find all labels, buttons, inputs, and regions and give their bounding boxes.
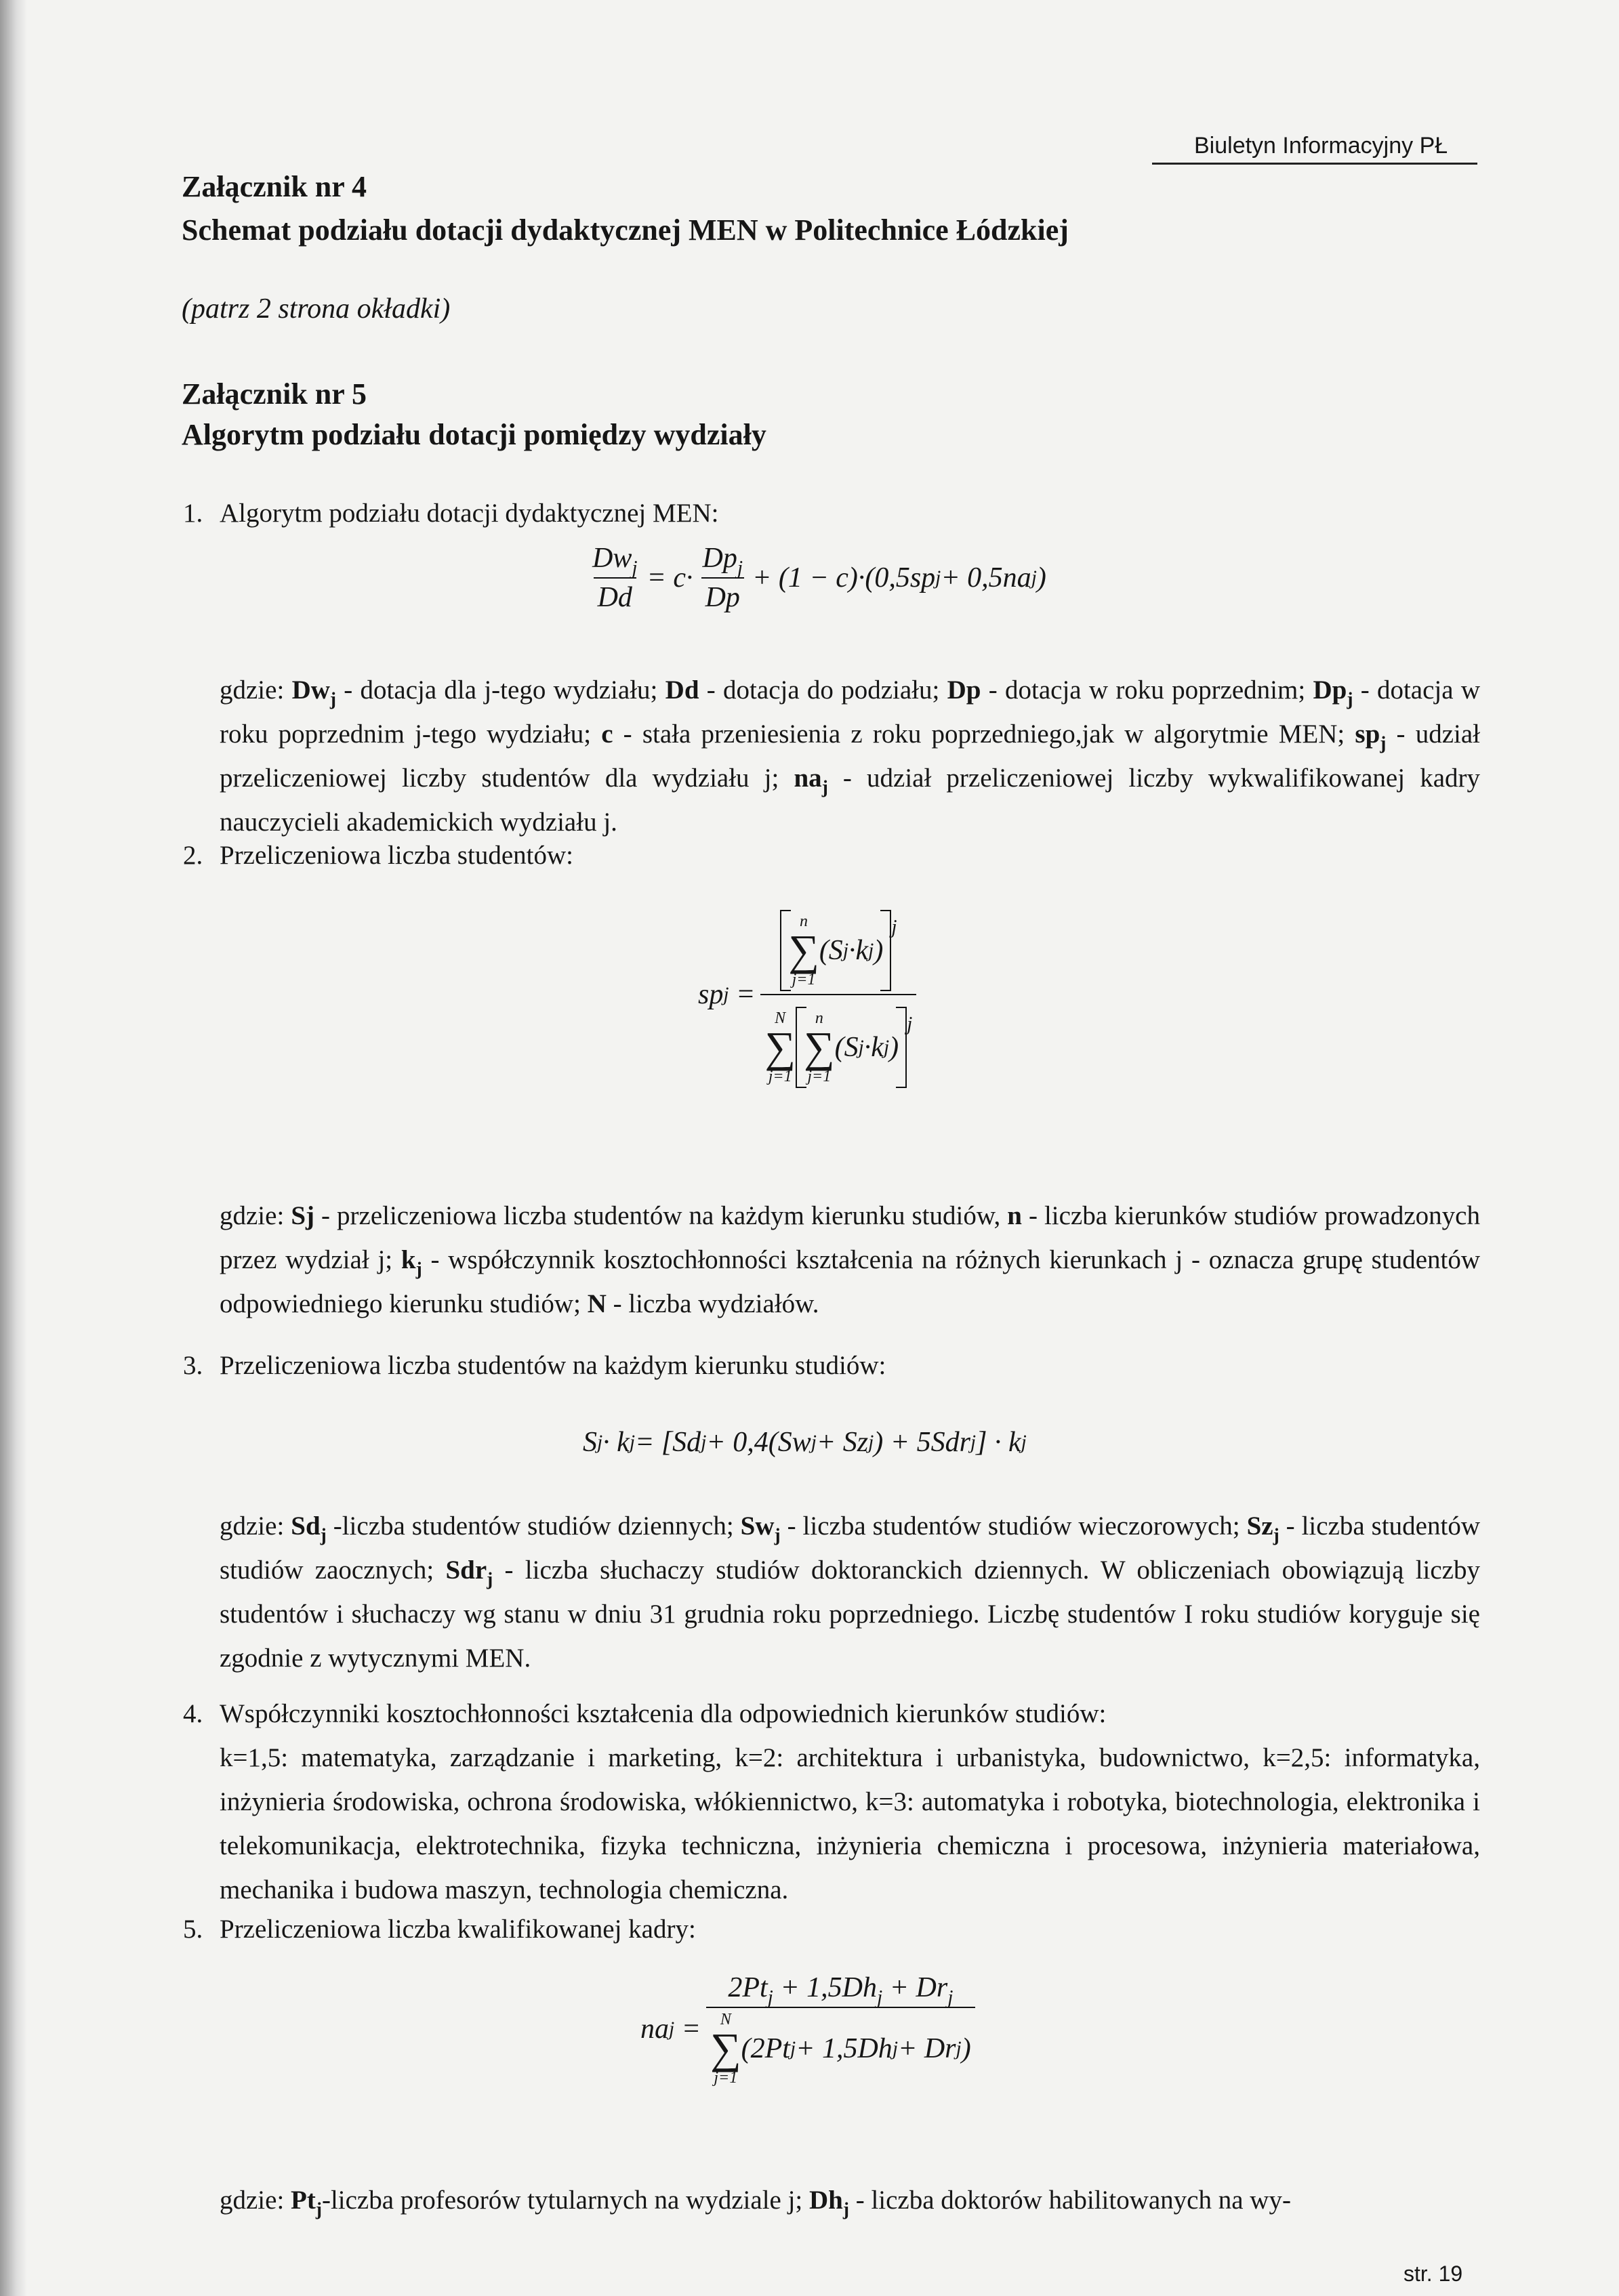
definition-text: - liczba kierunków studiów prowadzonych przez wydział j; bbox=[220, 1201, 1480, 1274]
definition-text: -liczba studentów studiów dziennych; bbox=[326, 1511, 741, 1541]
formula-allocation: $\frac{Dw_j}{Dd}$ = c· $\frac{Dp_j}{Dp}$ + (1 − c)·(0,5sp j + 0,5na j ) bbox=[592, 543, 1046, 613]
annex4-note: (patrz 2 strona okładki) bbox=[182, 293, 451, 325]
item-definitions bbox=[220, 1504, 1480, 1680]
page-number: str. 19 bbox=[1403, 2261, 1463, 2286]
definition-text: gdzie: bbox=[220, 675, 292, 705]
subscript: j bbox=[415, 1258, 422, 1279]
definition-text: - udział przeliczeniowej liczby wykwalifikowanej kadry nauczycieli akademickich wydziału j. bbox=[220, 764, 1480, 837]
definition-text: - współczynnik kosztochłonności kształcenia na różnych kierunkach j - oznacza grupę studentów odpowiedniego kierunku studiów; bbox=[220, 1245, 1481, 1318]
item-label: Przeliczeniowa liczba studentów na każdym kierunku studiów: bbox=[220, 1351, 886, 1380]
symbol-term: Sj bbox=[291, 1201, 314, 1230]
item-number: 1. bbox=[183, 499, 203, 528]
formula-sp: sp j = n ∑ j=1 (S j ·k j ) $_j$ N ∑ j=1 n ∑ j=1 (S j ·k j ) $_j$ bbox=[698, 901, 922, 1088]
definition-text: gdzie: bbox=[220, 2186, 291, 2215]
definition-text: gdzie: bbox=[220, 1201, 291, 1230]
item-label: Przeliczeniowa liczba kwalifikowanej kadry: bbox=[220, 1915, 696, 1944]
subscript: j bbox=[1273, 1524, 1279, 1545]
definition-text: - dotacja w roku poprzednim; bbox=[981, 675, 1313, 705]
header-rule bbox=[1152, 163, 1477, 165]
symbol-term: c bbox=[601, 719, 613, 749]
subscript: j bbox=[329, 688, 337, 709]
definition-text: - liczba studentów studiów wieczorowych; bbox=[780, 1511, 1247, 1541]
symbol-term: na bbox=[794, 764, 822, 793]
item-definitions bbox=[220, 1194, 1480, 1326]
definition-text: -liczba profesorów tytularnych na wydziale j; bbox=[321, 2186, 810, 2215]
symbol-term: Dp bbox=[947, 675, 981, 705]
annex5-subtitle: Algorytm podziału dotacji pomiędzy wydziały bbox=[182, 418, 766, 451]
formula-sk: S j · k j = [Sd j + 0,4(Sw j + Sz j ) + 5Sdr j ] · k j bbox=[583, 1427, 1027, 1458]
formula-na: na j = $2Pt_j + 1,5Dh_j + Dr_j$ N ∑ j=1 (2Pt j + 1,5Dh j + Dr j ) bbox=[640, 1971, 981, 2087]
item-number: 3. bbox=[183, 1351, 203, 1380]
item-label: Współczynniki kosztochłonności kształcenia dla odpowiednich kierunków studiów: bbox=[220, 1699, 1107, 1728]
item-label: Algorytm podziału dotacji dydaktycznej MEN: bbox=[220, 499, 719, 528]
definition-text: - dotacja w roku poprzednim j-tego wydziału; bbox=[220, 675, 1480, 749]
symbol-term: Dh bbox=[809, 2186, 843, 2215]
scan-edge bbox=[0, 0, 27, 2296]
symbol-term: k bbox=[401, 1245, 416, 1274]
symbol-term: Pt bbox=[291, 2186, 316, 2215]
item-number: 5. bbox=[183, 1915, 203, 1944]
item-number: 2. bbox=[183, 841, 203, 870]
symbol-term: N bbox=[587, 1289, 607, 1318]
definition-text: - dotacja do podziału; bbox=[699, 675, 947, 705]
item-label: Przeliczeniowa liczba studentów: bbox=[220, 841, 573, 870]
definition-text: - przeliczeniowa liczba studentów na każdym kierunku studiów, bbox=[314, 1201, 1008, 1230]
symbol-term: Sdr bbox=[445, 1556, 487, 1585]
subscript: j bbox=[842, 2198, 849, 2219]
annex4-title: Załącznik nr 4 bbox=[182, 170, 367, 203]
symbol-term: Sd bbox=[291, 1511, 321, 1541]
annex5-title: Załącznik nr 5 bbox=[182, 377, 367, 411]
definition-text: - liczba słuchaczy studiów doktoranckich dziennych. W obliczeniach obowiązują liczby studentów i słuchaczy wg stanu w dniu 31 grudnia roku poprzedniego. Liczbę studentów I roku studiów koryguje się zgodnie z wytycznymi MEN. bbox=[220, 1556, 1480, 1673]
definition-text: gdzie: bbox=[220, 1511, 291, 1541]
item-number: 4. bbox=[183, 1699, 203, 1728]
definition-text: - stała przeniesienia z roku poprzedniego,jak w algorytmie MEN; bbox=[613, 719, 1355, 749]
definition-text: - liczba doktorów habilitowanych na wy- bbox=[848, 2186, 1291, 2215]
symbol-term: Sz bbox=[1246, 1511, 1273, 1541]
subscript: j bbox=[1347, 688, 1353, 709]
annex4-subtitle: Schemat podziału dotacji dydaktycznej MEN w Politechnice Łódzkiej bbox=[182, 213, 1069, 247]
subscript: j bbox=[821, 776, 828, 797]
symbol-term: Dp bbox=[1313, 675, 1347, 705]
definition-text: - liczba studentów studiów zaocznych; bbox=[220, 1511, 1480, 1585]
item-definitions bbox=[220, 2178, 1480, 2222]
symbol-term: Dw bbox=[291, 675, 330, 705]
symbol-term: sp bbox=[1355, 719, 1380, 749]
subscript: j bbox=[1380, 732, 1387, 753]
definition-text: - liczba wydziałów. bbox=[606, 1289, 819, 1318]
item-definitions bbox=[220, 668, 1480, 844]
symbol-term: Sw bbox=[740, 1511, 775, 1541]
symbol-term: n bbox=[1007, 1201, 1022, 1230]
item-text: k=1,5: matematyka, zarządzanie i marketing, k=2: architektura i urbanistyka, budownictwo, k=2,5: informatyka, inżynieria środowiska, ochrona środowiska, włókiennictwo, k=3: automatyka i robotyka, biotechnologia, elektronika i telekomunikacja, elektrotechnika, fizyka techniczna, inżynieria chemiczna i procesowa, inżynieria materiałowa, mechanika i budowa maszyn, technologia chemiczna. bbox=[220, 1743, 1480, 1904]
definition-text: - dotacja dla j-tego wydziału; bbox=[336, 675, 665, 705]
subscript: j bbox=[774, 1524, 781, 1545]
publication-header: Biuletyn Informacyjny PŁ bbox=[1194, 133, 1448, 159]
subscript: j bbox=[487, 1568, 493, 1589]
definition-text: - udział przeliczeniowej liczby studentów dla wydziału j; bbox=[220, 719, 1481, 793]
subscript: j bbox=[315, 2198, 322, 2219]
subscript: j bbox=[320, 1524, 327, 1545]
symbol-term: Dd bbox=[665, 675, 699, 705]
